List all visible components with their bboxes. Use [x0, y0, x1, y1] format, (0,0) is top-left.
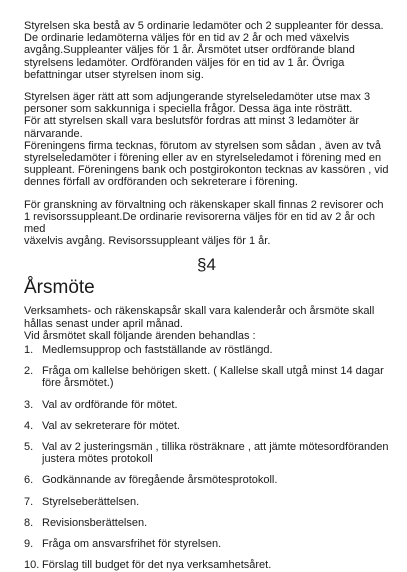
list-item: [24, 399, 389, 411]
list-item: [24, 365, 389, 389]
paragraph-board-rights: Styrelsen äger rätt att som adjungerande styrelseledamöter utse max 3 personer som sakkunniga i speciella frågor. Dessa äga inte rösträtt. För att styrelsen skall vara beslutsför fordras att minst 3 ledamöter är närvarande. Föreningens firma tecknas, förutom av styrelsen som sådan , även av två styrelseledamöter i förening eller av en styrelseledamot i förening med en suppleant. Föreningens bank och postgirokonton tecknas av kassören , vid dennes förfall av ordföranden och sekreterare i förening.: [24, 91, 389, 189]
list-item-text: Revisionsberättelsen.: [42, 516, 148, 529]
section-heading: Årsmöte: [24, 277, 95, 299]
list-item-number: 3.: [24, 398, 34, 411]
list-item: [24, 420, 389, 432]
list-item: [24, 474, 389, 486]
list-item-number: 2.: [24, 365, 34, 378]
list-item-number: 1.: [24, 344, 34, 357]
list-item-number: 4.: [24, 419, 34, 432]
list-item-number: 9.: [24, 538, 34, 551]
list-item-text: Val av sekreterare för mötet.: [42, 419, 180, 432]
list-item: [24, 517, 389, 529]
list-item: [24, 441, 389, 465]
list-item-number: 7.: [24, 495, 34, 508]
list-item-text: Val av 2 justeringsmän , tillika rösträknare , att jämte mötesordföranden justera mötes protokoll: [42, 441, 389, 466]
agenda-intro: Verksamhets- och räkenskapsår skall vara kalenderår och årsmöte skall hållas senast under april månad. Vid årsmötet skall följande ärenden behandlas :: [24, 305, 375, 342]
list-item: [24, 559, 389, 571]
list-item-text: Medlemsupprop och fastställande av röstlängd.: [42, 344, 273, 357]
list-item-text: Fråga om kallelse behörigen skett. ( Kallelse skall utgå minst 14 dagar före årsmötet.): [42, 365, 384, 390]
list-item-number: 10.: [24, 559, 40, 572]
list-item-number: 6.: [24, 474, 34, 487]
list-item: [24, 496, 389, 508]
paragraph-board-composition: Styrelsen ska bestå av 5 ordinarie ledamöter och 2 suppleanter för dessa. De ordinarie ledamöterna väljes för en tid av 2 år och med växelvis avgång.Suppleanter väljes för 1 år. Årsmötet utser ordförande bland styrelsens ledamöter. Ordföranden väljes för en tid av 1 år. Övriga befattningar utser styrelsen inom sig.: [24, 20, 384, 81]
list-item-text: Fråga om ansvarsfrihet för styrelsen.: [42, 538, 222, 551]
list-item-number: 5.: [24, 441, 34, 454]
list-item-text: Godkännande av föregående årsmötesprotokoll.: [42, 474, 278, 487]
agenda-list: [24, 344, 389, 571]
list-item-text: Förslag till budget för det nya verksamhetsåret.: [42, 559, 272, 572]
list-item-number: 8.: [24, 516, 34, 529]
list-item-text: Styrelseberättelsen.: [42, 495, 140, 508]
list-item-text: Val av ordförande för mötet.: [42, 398, 178, 411]
list-item: [24, 538, 389, 550]
list-item: [24, 344, 389, 356]
section-number: §4: [197, 255, 216, 275]
paragraph-auditors: För granskning av förvaltning och räkenskaper skall finnas 2 revisorer och 1 revisorssuppleant.De ordinarie revisorerna väljes för en tid av 2 år och med växelvis avgång. Revisorssuppleant väljes för 1 år.: [24, 198, 384, 248]
